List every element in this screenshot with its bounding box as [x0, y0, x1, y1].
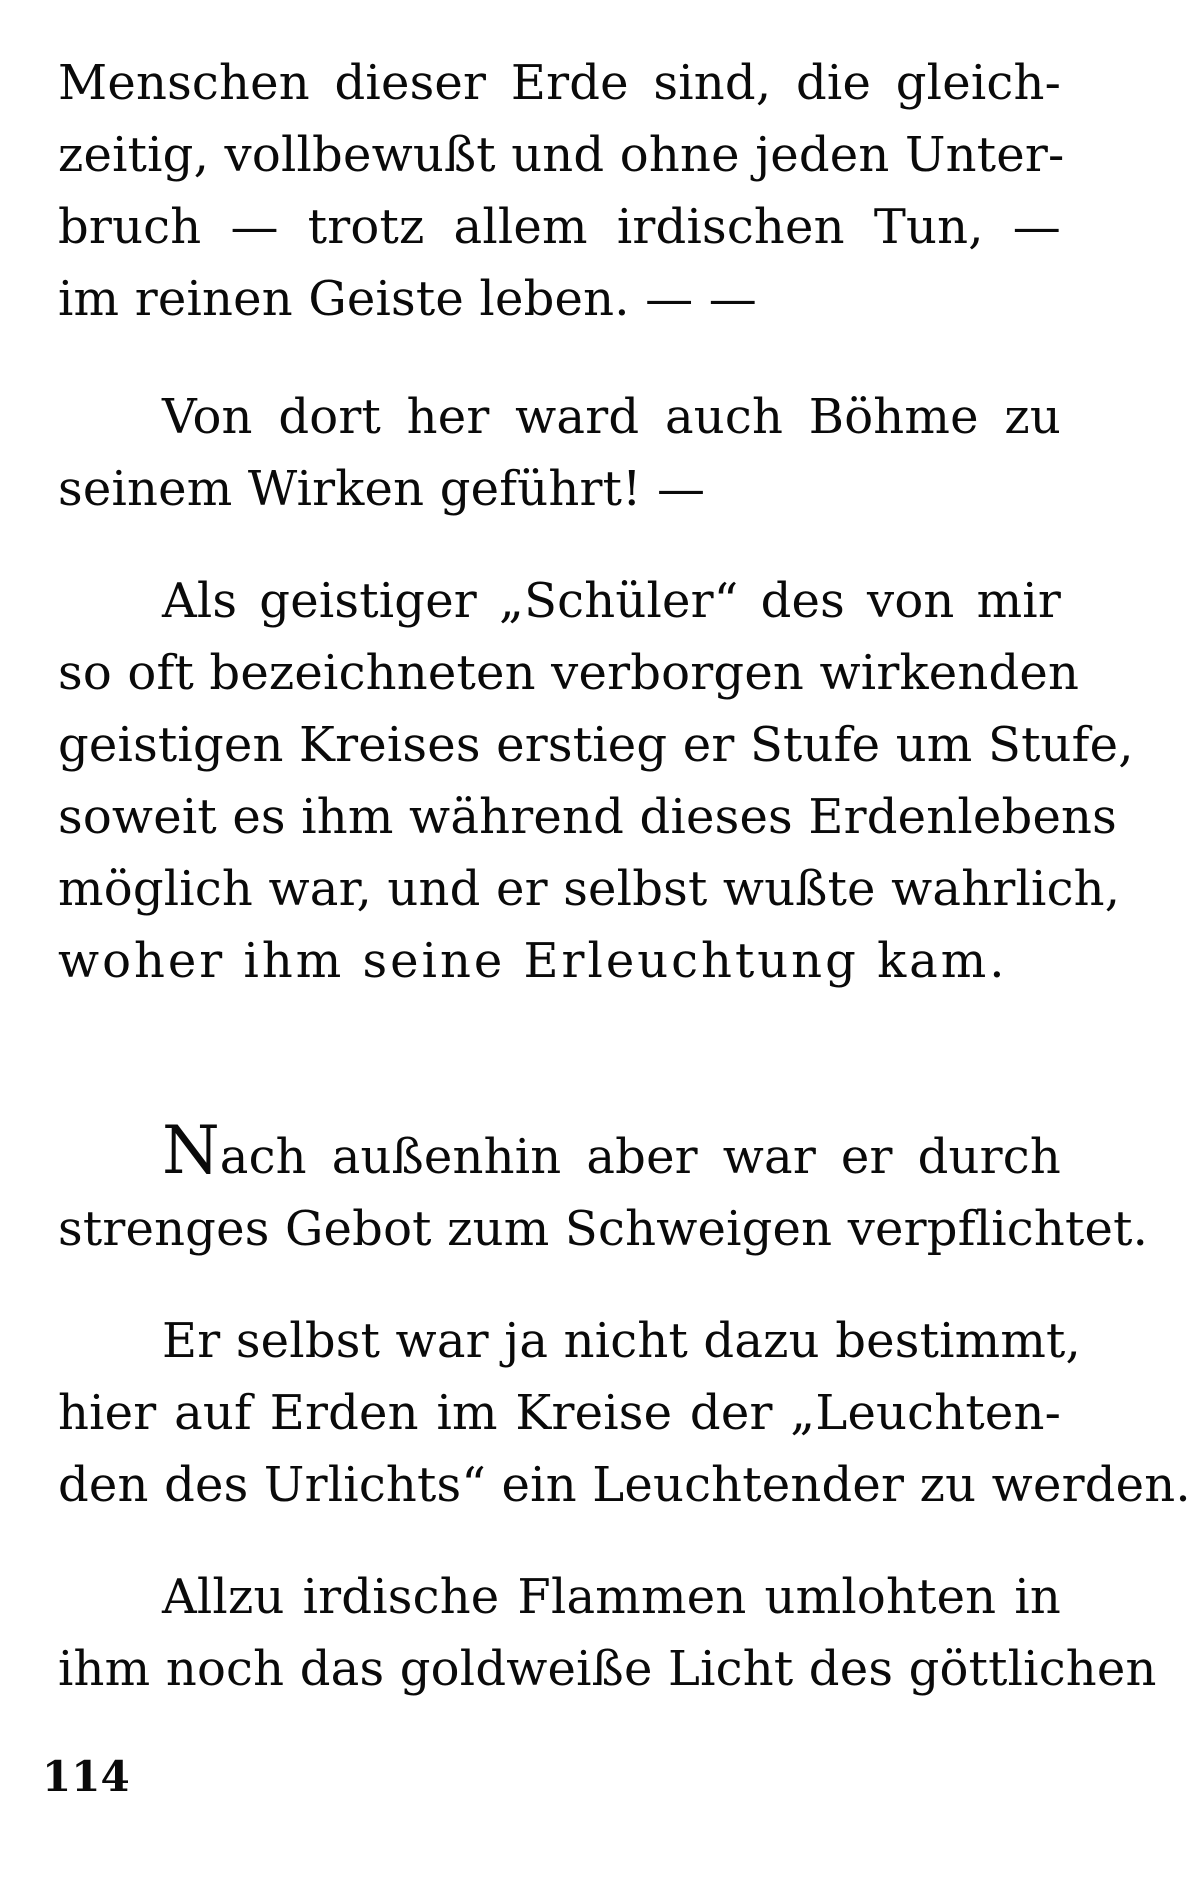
text-line: ihm noch das goldweiße Licht des göttlichen — [58, 1641, 1157, 1697]
text-line: im reinen Geiste leben. — — — [58, 271, 757, 327]
text-line: so oft bezeichneten verborgen wirkenden — [58, 645, 1080, 701]
text-line: hier auf Erden im Kreise der „Leuchten- — [58, 1385, 1061, 1441]
text-line: geistigen Kreises erstieg er Stufe um Stufe, — [58, 717, 1134, 773]
text-line: seinem Wirken geführt! — — [58, 461, 706, 517]
page-number: 114 — [42, 1752, 130, 1801]
text-line: den des Urlichts“ ein Leuchtender zu werden. — [58, 1457, 1191, 1513]
drop-cap: N — [162, 1112, 220, 1189]
text-line: Allzu irdische Flammen umlohten in — [162, 1569, 1061, 1625]
text-line: soweit es ihm während dieses Erdenlebens — [58, 789, 1118, 845]
text-line: Er selbst war ja nicht dazu bestimmt, — [162, 1313, 1082, 1369]
text-line: zeitig, vollbewußt und ohne jeden Unter- — [58, 127, 1065, 183]
text-line: Menschen dieser Erde sind, die gleich- — [58, 55, 1061, 111]
text-line-rest: ach außenhin aber war er durch — [219, 1129, 1061, 1185]
text-line: bruch — trotz allem irdischen Tun, — — [58, 199, 1061, 255]
text-line: woher ihm seine Erleuchtung kam. — [58, 933, 1008, 989]
text-line — [162, 1112, 1061, 1193]
text-line: Von dort her ward auch Böhme zu — [162, 389, 1061, 445]
text-line: möglich war, und er selbst wußte wahrlich, — [58, 861, 1121, 917]
text-line: strenges Gebot zum Schweigen verpflichtet. — [58, 1201, 1149, 1257]
text-line: Als geistiger „Schüler“ des von mir — [162, 573, 1061, 629]
